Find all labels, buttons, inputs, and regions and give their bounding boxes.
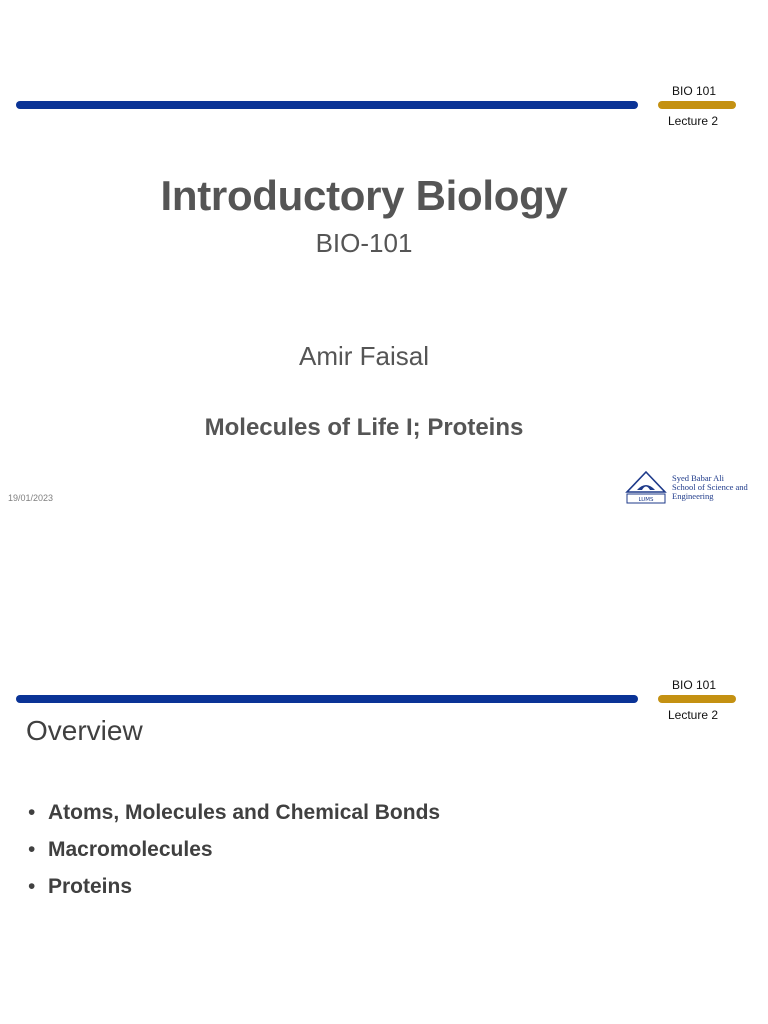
list-item: • Proteins — [26, 873, 440, 910]
lums-emblem-icon — [624, 470, 668, 506]
list-item: • Macromolecules — [26, 836, 440, 873]
slide-date: 19/01/2023 — [8, 493, 54, 503]
overview-title: Overview — [26, 715, 143, 746]
bullet-icon: • — [28, 875, 36, 898]
lecture-tag: Lecture 2 — [668, 708, 719, 722]
list-item: • Atoms, Molecules and Chemical Bonds — [26, 799, 440, 836]
school-name: Syed Babar Ali School of Science and Engineering — [672, 473, 748, 501]
slide-title: Introductory Biology — [160, 172, 568, 219]
course-tag: BIO 101 — [672, 84, 717, 98]
svg-text:LUMS: LUMS — [638, 497, 654, 503]
header-gold-bar — [658, 101, 736, 109]
course-code: BIO-101 — [315, 228, 413, 258]
header-gold-bar — [658, 695, 736, 703]
lecture-topic: Molecules of Life I; Proteins — [204, 414, 524, 441]
bullet-icon: • — [28, 801, 36, 824]
bullet-icon: • — [28, 838, 36, 861]
school-logo — [624, 470, 764, 506]
overview-bullet-list — [26, 799, 440, 910]
lecture-tag: Lecture 2 — [668, 114, 719, 128]
header-blue-bar — [16, 695, 638, 703]
author-name: Amir Faisal — [298, 341, 429, 371]
course-tag: BIO 101 — [672, 678, 717, 692]
header-blue-bar — [16, 101, 638, 109]
overview-slide — [0, 594, 768, 1024]
